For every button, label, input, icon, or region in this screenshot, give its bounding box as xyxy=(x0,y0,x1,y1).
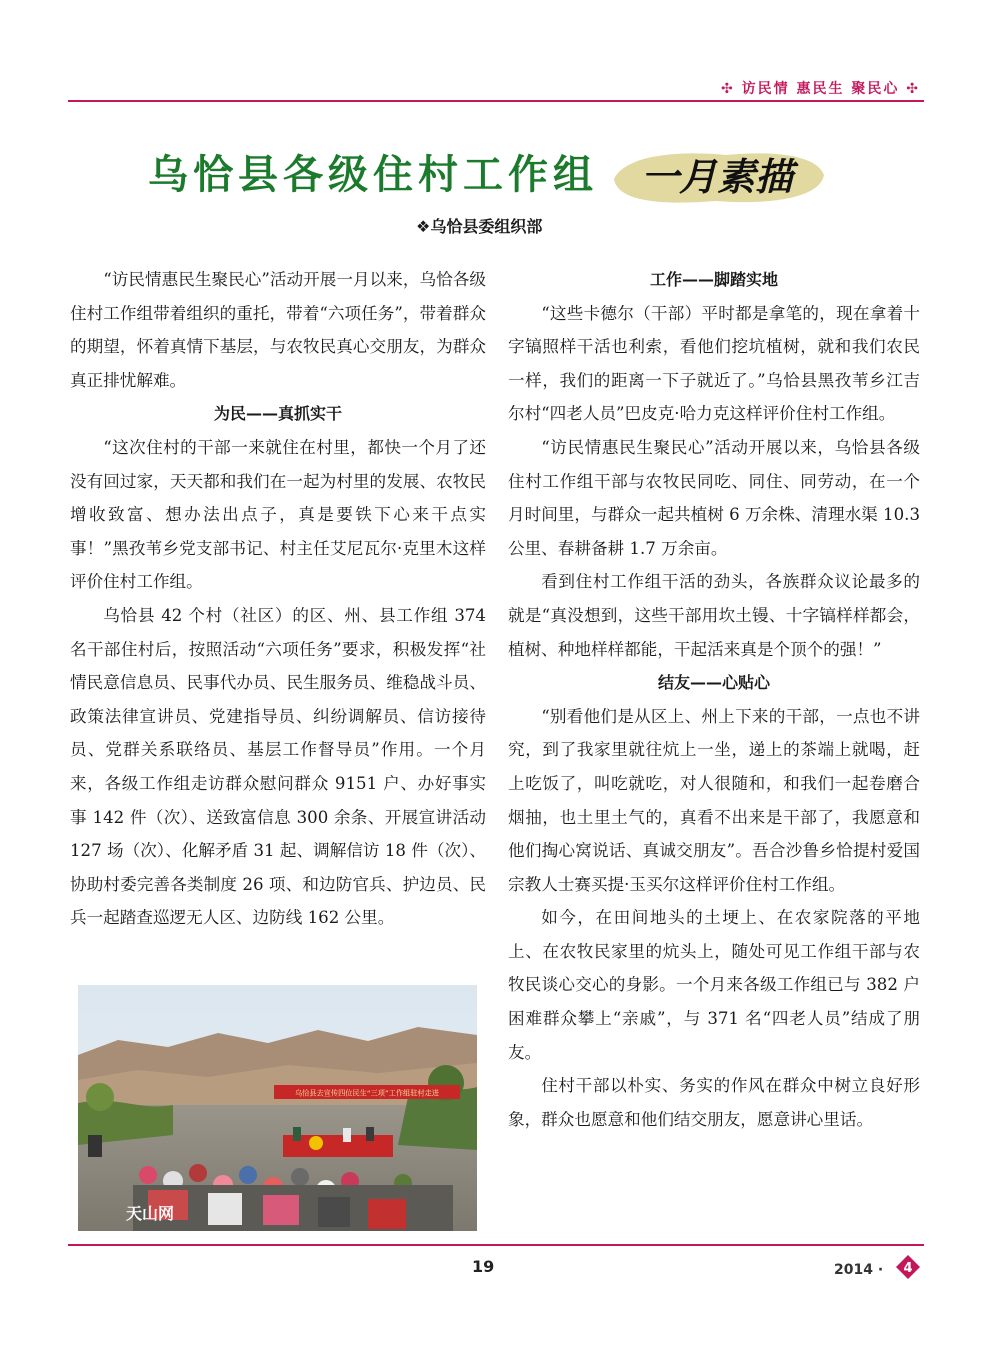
right-column xyxy=(508,263,920,1136)
issue-badge xyxy=(896,1255,920,1279)
paragraph: “这些卡德尔（干部）平时都是拿笔的，现在拿着十字镐照样干活也利索，看他们挖坑植树，就和我们农民一样，我们的距离一下子就近了。”乌恰县黑孜苇乡江吉尔村“四老人员”巴皮克·哈力克这样评价住村工作组。 xyxy=(508,303,920,424)
header-slogan: ✣ 访民情 惠民生 聚民心 ✣ xyxy=(721,81,920,97)
paragraph: 看到住村工作组干活的劲头，各族群众议论最多的就是“真没想到，这些干部用坎土镘、十字镐样样都会，植树、种地样样都能，干起活来真是个顶个的强！” xyxy=(508,572,920,659)
intro-paragraph: “访民情惠民生聚民心”活动开展一月以来，乌恰各级住村工作组带着组织的重托，带着“六项任务”，带着群众的期望，怀着真情下基层，与农牧民真心交朋友，为群众真正排忧解难。 xyxy=(70,270,486,390)
banner-text: 乌恰县去宣传四位民生“三项”工作组驻村走进 xyxy=(294,1088,440,1098)
title-tag xyxy=(606,147,828,207)
issue-year: 2014 · xyxy=(834,1262,884,1278)
paragraph: 如今，在田间地头的土埂上、在农家院落的平地上、在农牧民家里的炕头上，随处可见工作组干部与农牧民谈心交心的身影。一个月来各级工作组已与 382 户困难群众攀上“亲戚”，与 371 名“四老人员”结成了朋友。 xyxy=(508,908,920,1062)
photo-scene xyxy=(78,985,477,1231)
paragraph: “访民情惠民生聚民心”活动开展以来，乌恰县各级住村工作组干部与农牧民同吃、同住、同劳动，在一个月时间里，与群众一起共植树 6 万余株、清理水渠 10.3 公里、春耕备耕 1.7 万余亩。 xyxy=(508,437,920,558)
issue-number: 4 xyxy=(903,1261,913,1276)
paragraph: 住村干部以朴实、务实的作风在群众中树立良好形象，群众也愿意和他们结交朋友，愿意讲心里话。 xyxy=(508,1076,920,1129)
footer-rule xyxy=(68,1244,924,1246)
motorcycle-icon xyxy=(88,1135,102,1157)
left-column xyxy=(70,263,486,935)
page-number: 19 xyxy=(472,1257,495,1276)
section-heading-wei-min: 为民——真抓实干 xyxy=(213,404,342,424)
section-heading-gong-zuo: 工作——脚踏实地 xyxy=(649,270,778,289)
paragraph: 乌恰县 42 个村（社区）的区、州、县工作组 374 名干部住村后，按照活动“六项任务”要求，积极发挥“社情民意信息员、民事代办员、民生服务员、维稳战斗员、政策法律宣讲员、党建指导员、纠纷调解员、信访接待员、党群关系联络员、基层工作督导员”作用。一个月来，各级工作组走访群众慰问群众 9151 户、办好事实事 142 件（次）、送致富信息 300 余条、开展宣讲活动 127 场（次）、化解矛盾 31 起、调解信访 18 件（次）、协助村委完善各类制度 26 项、和边防官兵、护边员、民兵一起踏查巡逻无人区、边防线 162 公里。 xyxy=(70,605,486,928)
byline: ❖乌恰县委组织部 xyxy=(416,217,543,236)
article-title: 乌恰县各级住村工作组 xyxy=(148,152,598,198)
section-heading-jie-you: 结友——心贴心 xyxy=(657,673,770,693)
emblem-icon xyxy=(309,1136,323,1150)
title-tag-text: 一月素描 xyxy=(640,154,794,199)
header-rule xyxy=(68,100,924,102)
paragraph: “别看他们是从区上、州上下来的干部，一点也不讲究，到了我家里就往炕上一坐，递上的茶端上就喝，赶上吃饭了，叫吃就吃，对人很随和，和我们一起卷磨合烟抽，也土里土气的，真看不出来是干部了，我愿意和他们掏心窝说话、真诚交朋友”。吾合沙鲁乡恰提村爱国宗教人士赛买提·玉买尔这样评价住村工作组。 xyxy=(508,706,920,894)
article-photo xyxy=(78,985,477,1231)
watermark: 天山网 xyxy=(126,1204,175,1223)
paragraph: “这次住村的干部一来就住在村里，都快一个月了还没有回过家，天天都和我们在一起为村里的发展、农牧民增收致富、想办法出点子，真是要铁下心来干点实事！”黑孜苇乡党支部书记、村主任艾尼瓦尔·克里木这样评价住村工作组。 xyxy=(70,437,486,592)
